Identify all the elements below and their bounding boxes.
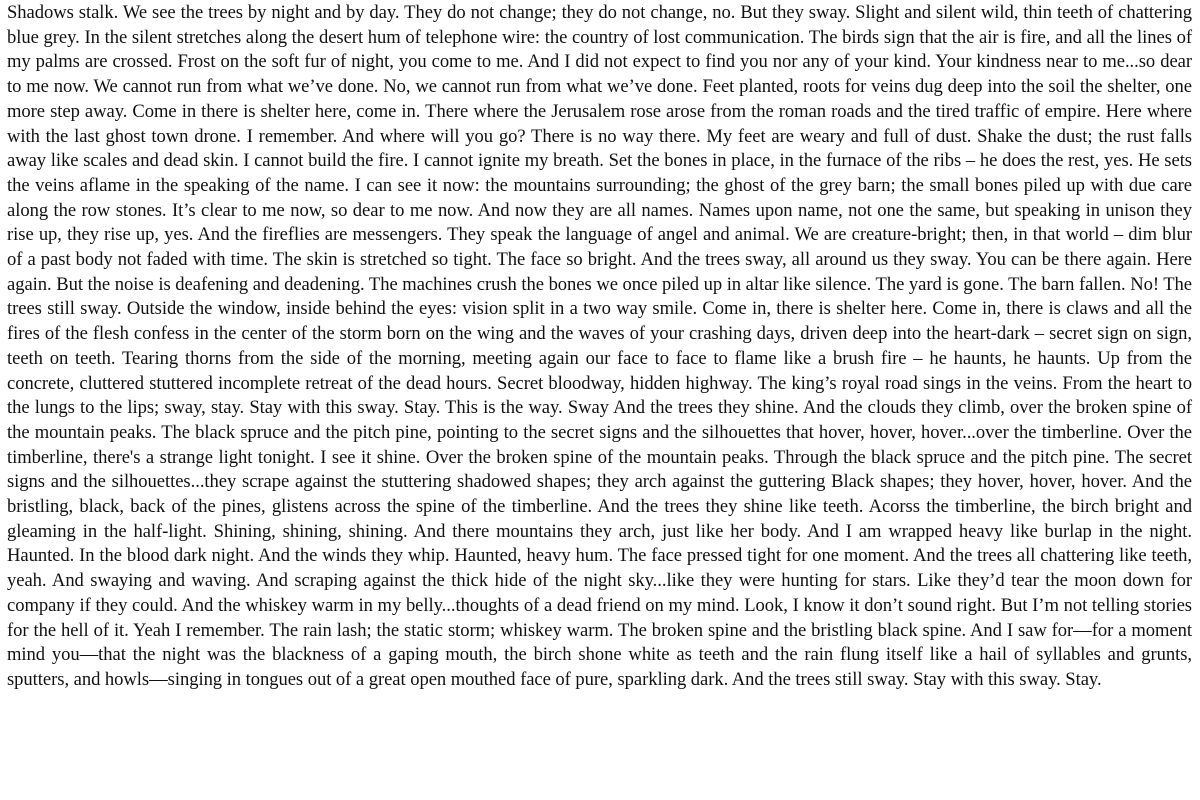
body-paragraph: Shadows stalk. We see the trees by night and by day. They do not change; they do not change, no. But they sway. Slight and silent wild, thin teeth of chattering blue grey. In the silent stretches along the desert hum of telephone wire: the country of lost communication. The birds sign that the air is fire, and all the lines of my palms are crossed. Frost on the soft fur of night, you come to me. And I did not expect to find you nor any of your kind. Your kindness near to me...so dear to me now. We cannot run from what we’ve done. No, we cannot run from what we’ve done. Feet planted, roots for veins dug deep into the soil the shelter, one more step away. Come in there is shelter here, come in. There where the Jerusalem rose arose from the roman roads and the tired traffic of empire. Here where with the last ghost town drone. I remember. And where will you go? There is no way there. My feet are weary and full of dust. Shake the dust; the rust falls away like scales and dead skin. I cannot build the fire. I cannot ignite my breath. Set the bones in place, in the furnace of the ribs – he does the rest, yes. He sets the veins aflame in the speaking of the name. I can see it now: the mountains surrounding; the ghost of the grey barn; the small bones piled up with due care along the row stones. It’s clear to me now, so dear to me now. And now they are all names. Names upon name, not one the same, but speaking in unison they rise up, they rise up, yes. And the fireflies are messengers. They speak the language of angel and animal. We are creature-bright; then, in that world – dim blur of a past body not faded with time. The skin is stretched so tight. The face so bright. And the trees sway, all around us they sway. You can be there again. Here again. But the noise is deafening and deadening. The machines crush the bones we once piled up in altar like silence. The yard is gone. The barn fallen. No! The trees still sway. Outside the window, inside behind the eyes: vision split in a two way smile. Come in, there is shelter here. Come in, there is claws and all the fires of the flesh confess in the center of the storm born on the wing and the waves of your crashing days, driven deep into the heart-dark – secret sign on sign, teeth on teeth. Tearing thorns from the side of the morning, meeting again our face to face to flame like a brush fire – he haunts, he haunts. Up from the concrete, cluttered stuttered incomplete retreat of the dead hours. Secret bloodway, hidden highway. The king’s royal road sings in the veins. From the heart to the lungs to the lips; sway, stay. Stay with this sway. Stay. This is the way. Sway And the trees they shine. And the clouds they climb, over the broken spine of the mountain peaks. The black spruce and the pitch pine, pointing to the secret signs and the silhouettes that hover, hover, hover...over the timberline. Over the timberline, there's a strange light tonight. I see it shine. Over the broken spine of the mountain peaks. Through the black spruce and the pitch pine. The secret signs and the silhouettes...they scrape against the stuttering shadowed shapes; they arch against the guttering Black shapes; they hover, hover, hover. And the bristling, black, back of the pines, glistens across the spine of the timberline. And the trees they shine like teeth. Acorss the timberline, the birch bright and gleaming in the half-light. Shining, shining, shining. And there mountains they arch, just like her body. And I am wrapped heavy like burlap in the night. Haunted. In the blood dark night. And the winds they whip. Haunted, heavy hum. The face pressed tight for one moment. And the trees all chattering like teeth, yeah. And swaying and waving. And scraping against the thick hide of the night sky...like they were hunting for stars. Like they’d tear the moon down for company if they could. And the whiskey warm in my belly...thoughts of a dead friend on my mind. Look, I know it don’t sound right. But I’m not telling stories for the hell of it. Yeah I remember. The rain lash; the static storm; whiskey warm. The broken spine and the bristling black spine. And I saw for—for a moment mind you—that the night was the blackness of a gaping mouth, the birch shone white as teeth and the rain flung itself like a hail of syllables and grunts, sputters, and howls—singing in tongues out of a great open mouthed face of pure, sparkling dark. And the trees still sway. Stay with this sway. Stay. (7, 2, 1192, 690)
